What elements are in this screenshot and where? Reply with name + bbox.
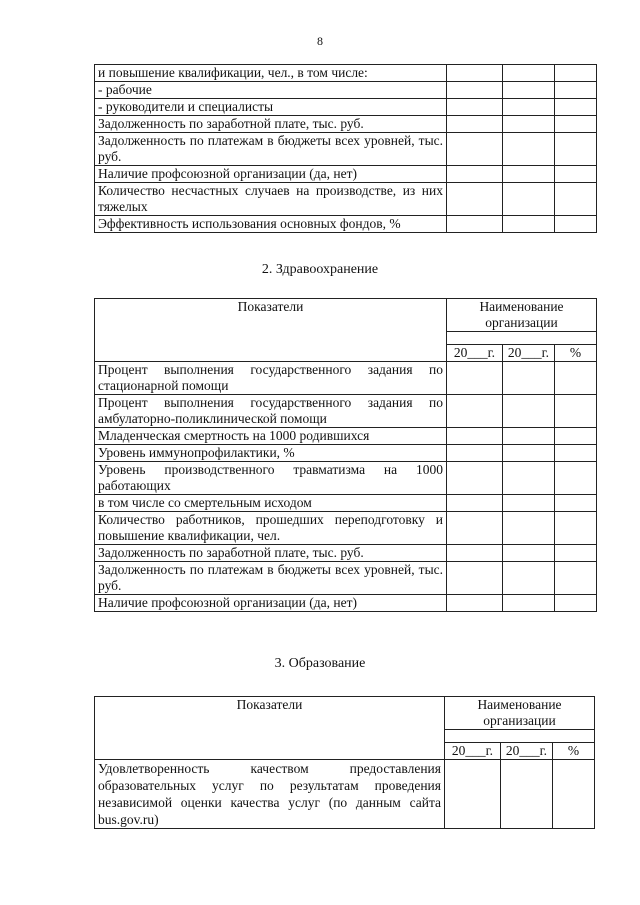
table-row [95,545,597,562]
value-cell[interactable] [503,99,555,116]
value-cell[interactable] [503,116,555,133]
value-cell[interactable] [555,65,597,82]
value-cell[interactable] [503,133,555,166]
value-cell[interactable] [447,183,503,216]
table-row [95,595,597,612]
header-organization: Наименование организации [445,697,595,730]
value-cell[interactable] [447,395,503,428]
indicator-cell: Младенческая смертность на 1000 родившихся [95,428,447,445]
header-year-2: 20___г. [501,743,553,760]
value-cell[interactable] [447,562,503,595]
value-cell[interactable] [503,562,555,595]
value-cell[interactable] [447,428,503,445]
table-row [95,512,597,545]
table-row [95,462,597,495]
header-year-1: 20___г. [445,743,501,760]
table-header-row [95,697,595,730]
header-spacer-cell [445,730,595,743]
value-cell[interactable] [503,545,555,562]
header-organization: Наименование организации [447,299,597,332]
indicator-cell: Количество несчастных случаев на производстве, из них тяжелых [95,183,447,216]
table-row [95,760,595,829]
header-indicators: Показатели [95,299,447,362]
value-cell[interactable] [503,445,555,462]
indicator-cell: Уровень иммунопрофилактики, % [95,445,447,462]
value-cell[interactable] [503,428,555,445]
indicator-cell: Эффективность использования основных фондов, % [95,216,447,233]
indicator-cell: Задолженность по заработной плате, тыс. руб. [95,116,447,133]
value-cell[interactable] [555,595,597,612]
value-cell[interactable] [447,545,503,562]
page-number: 8 [317,34,323,48]
value-cell[interactable] [555,133,597,166]
table-row [95,395,597,428]
indicator-cell: Задолженность по платежам в бюджеты всех уровней, тыс. руб. [95,133,447,166]
indicator-cell: в том числе со смертельным исходом [95,495,447,512]
value-cell[interactable] [503,462,555,495]
value-cell[interactable] [447,65,503,82]
value-cell[interactable] [555,562,597,595]
value-cell[interactable] [555,362,597,395]
value-cell[interactable] [555,545,597,562]
value-cell[interactable] [503,82,555,99]
value-cell[interactable] [447,116,503,133]
indicator-cell: Задолженность по заработной плате, тыс. руб. [95,545,447,562]
header-year-2: 20___г. [503,345,555,362]
value-cell[interactable] [555,82,597,99]
value-cell[interactable] [447,99,503,116]
table-continuation [94,64,597,233]
section-title-education: 3. Образование [274,656,366,671]
value-cell[interactable] [447,133,503,166]
indicator-cell: Задолженность по платежам в бюджеты всех уровней, тыс. руб. [95,562,447,595]
value-cell[interactable] [555,395,597,428]
indicator-cell: - руководители и специалисты [95,99,447,116]
indicator-cell: Удовлетворенность качеством предоставления образовательных услуг по результатам проведения независимой оценки качества услуг (по данным сайта bus.gov.ru) [95,760,445,829]
value-cell[interactable] [503,595,555,612]
indicator-cell: Уровень производственного травматизма на 1000 работающих [95,462,447,495]
indicator-cell: Наличие профсоюзной организации (да, нет) [95,595,447,612]
value-cell[interactable] [447,495,503,512]
value-cell[interactable] [555,99,597,116]
header-percent: % [553,743,595,760]
value-cell[interactable] [503,362,555,395]
value-cell[interactable] [555,495,597,512]
table-row [95,362,597,395]
value-cell[interactable] [555,445,597,462]
table-healthcare [94,298,597,612]
table-row [95,133,597,166]
table-row [95,495,597,512]
value-cell[interactable] [503,512,555,545]
table-row [95,183,597,216]
table-row [95,166,597,183]
value-cell[interactable] [503,216,555,233]
value-cell[interactable] [447,462,503,495]
value-cell[interactable] [501,760,553,829]
table-row [95,116,597,133]
indicator-cell: - рабочие [95,82,447,99]
value-cell[interactable] [503,183,555,216]
table-row [95,216,597,233]
value-cell[interactable] [447,445,503,462]
table-header-row [95,299,597,332]
value-cell[interactable] [445,760,501,829]
value-cell[interactable] [555,216,597,233]
value-cell[interactable] [555,183,597,216]
value-cell[interactable] [447,166,503,183]
table-row [95,562,597,595]
table-row [95,428,597,445]
value-cell[interactable] [503,495,555,512]
value-cell[interactable] [503,166,555,183]
value-cell[interactable] [503,65,555,82]
value-cell[interactable] [555,512,597,545]
indicator-cell: Процент выполнения государственного задания по амбулаторно-поликлинической помощи [95,395,447,428]
table-education [94,696,595,829]
value-cell[interactable] [553,760,595,829]
indicator-cell: Наличие профсоюзной организации (да, нет) [95,166,447,183]
indicator-cell: Количество работников, прошедших переподготовку и повышение квалификации, чел. [95,512,447,545]
section-title-healthcare: 2. Здравоохранение [261,262,379,277]
value-cell[interactable] [447,512,503,545]
value-cell[interactable] [555,166,597,183]
table-row [95,82,597,99]
header-percent: % [555,345,597,362]
value-cell[interactable] [447,216,503,233]
value-cell[interactable] [555,462,597,495]
value-cell[interactable] [447,82,503,99]
table-row [95,99,597,116]
value-cell[interactable] [447,595,503,612]
header-spacer-cell [447,332,597,345]
header-indicators: Показатели [95,697,445,760]
header-year-1: 20___г. [447,345,503,362]
indicator-cell: и повышение квалификации, чел., в том числе: [95,65,447,82]
value-cell[interactable] [555,428,597,445]
value-cell[interactable] [447,362,503,395]
table-row [95,65,597,82]
value-cell[interactable] [555,116,597,133]
table-row [95,445,597,462]
indicator-cell: Процент выполнения государственного задания по стационарной помощи [95,362,447,395]
value-cell[interactable] [503,395,555,428]
